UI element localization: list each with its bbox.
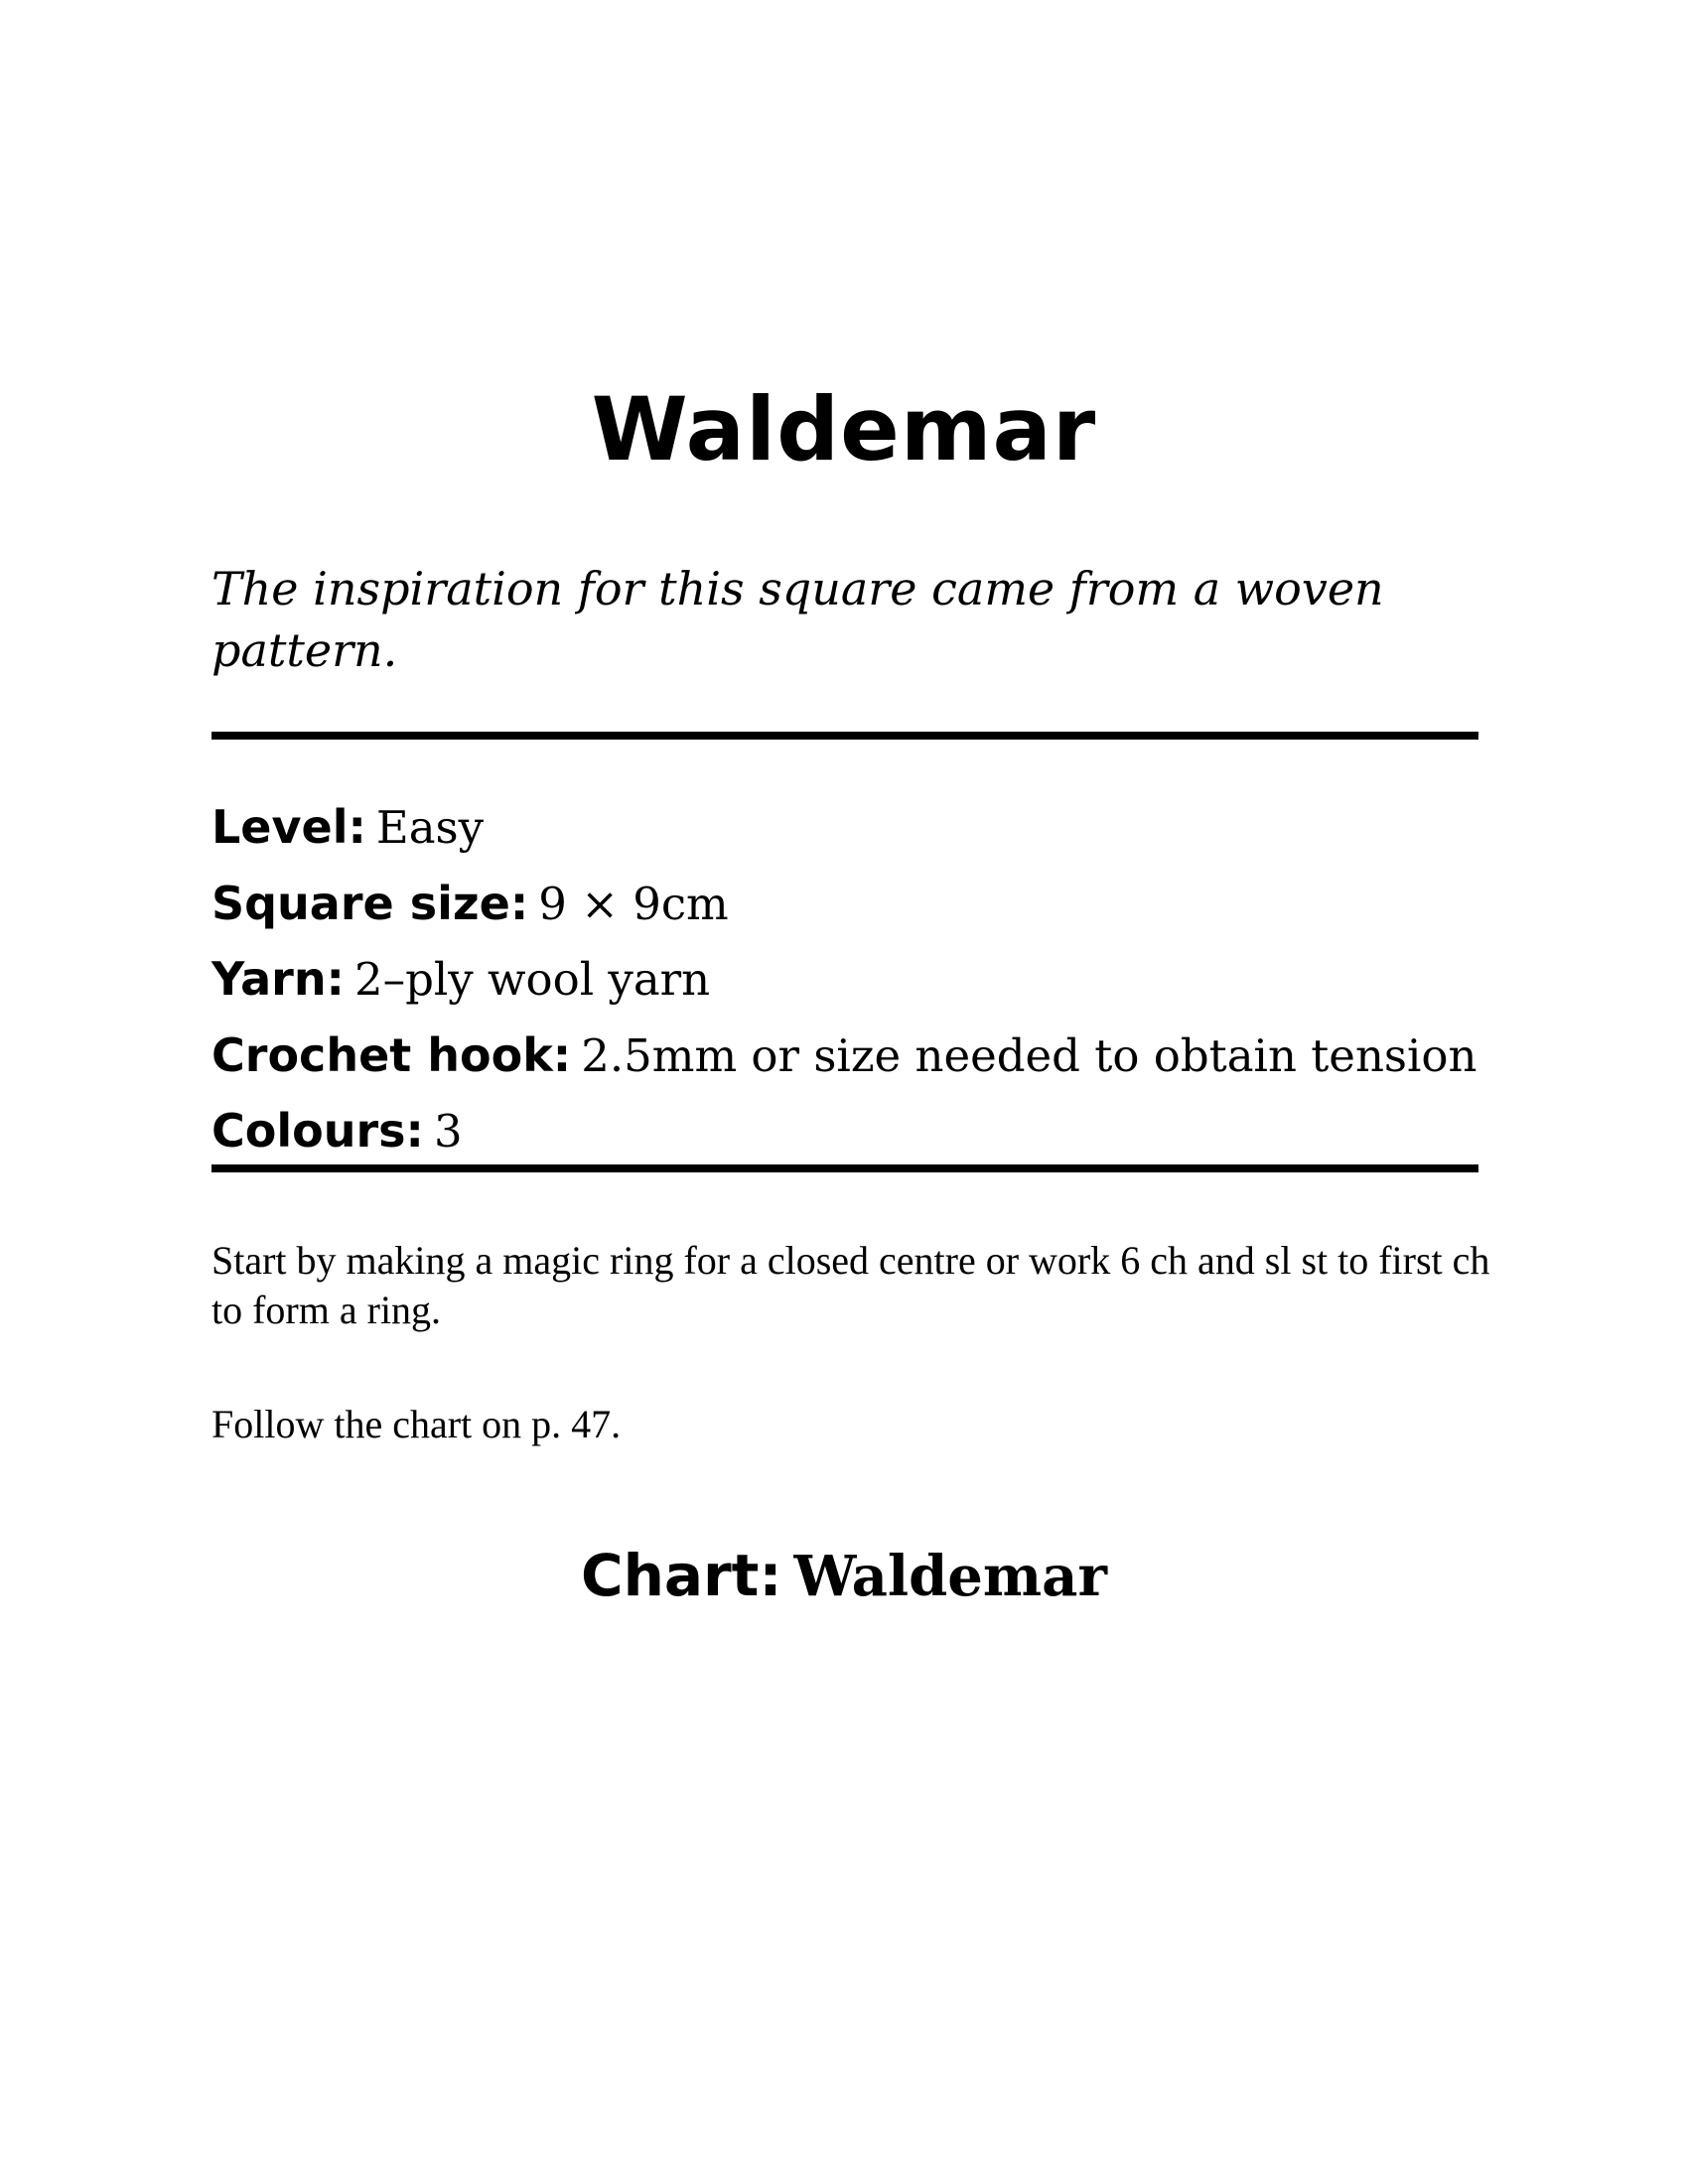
spec-yarn bbox=[211, 941, 1502, 1018]
spec-level-value: Easy bbox=[375, 801, 485, 854]
pattern-intro: The inspiration for this square came from a woven pattern. bbox=[211, 562, 1384, 677]
pattern-specs bbox=[211, 789, 1502, 1169]
spec-level-label: Level: bbox=[211, 800, 366, 854]
chart-heading bbox=[0, 1536, 1688, 1628]
chart-heading-label: Chart: bbox=[581, 1542, 782, 1609]
spec-size-label: Square size: bbox=[211, 876, 529, 930]
spec-square-size bbox=[211, 866, 1502, 942]
top-divider bbox=[211, 732, 1478, 740]
pattern-title: Waldemar bbox=[591, 378, 1097, 480]
spec-hook-value: 2.5mm or size needed to obtain tension bbox=[581, 1028, 1477, 1082]
spec-hook-label: Crochet hook: bbox=[211, 1027, 572, 1082]
spec-level bbox=[211, 789, 1502, 866]
spec-yarn-value: 2–ply wool yarn bbox=[353, 953, 711, 1006]
spec-colours bbox=[211, 1093, 1502, 1169]
bottom-divider bbox=[211, 1164, 1478, 1172]
spec-yarn-label: Yarn: bbox=[211, 952, 345, 1006]
spec-colours-label: Colours: bbox=[211, 1104, 424, 1158]
instruction-follow-chart: Follow the chart on p. 47. bbox=[211, 1402, 622, 1446]
spec-size-value: 9 × 9cm bbox=[538, 877, 729, 930]
chart-heading-name: Waldemar bbox=[793, 1544, 1107, 1609]
instruction-start: Start by making a magic ring for a closed centre or work 6 ch and sl st to first ch to form a ring. bbox=[211, 1238, 1490, 1332]
spec-colours-value: 3 bbox=[433, 1105, 463, 1158]
spec-crochet-hook bbox=[211, 1018, 1502, 1094]
